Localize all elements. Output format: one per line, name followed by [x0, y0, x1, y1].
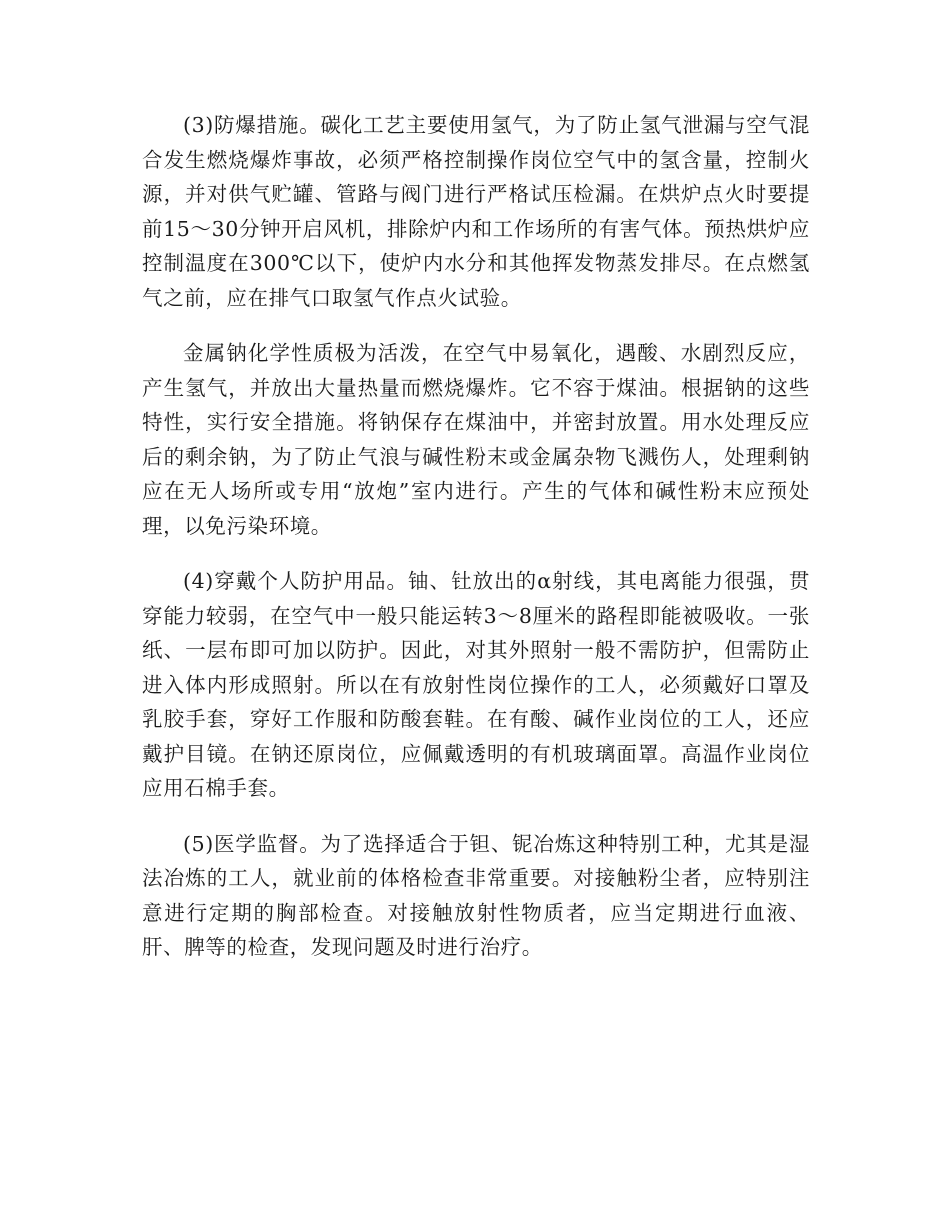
paragraph-personal-protection: (4)穿戴个人防护用品。铀、钍放出的α射线，其电离能力很强，贯穿能力较弱，在空气中一般只能运转3～8厘米的路程即能被吸收。一张纸、一层布即可加以防护。因此，对其外照射一般不需防护，但需防止进入体内形成照射。所以在有放射性岗位操作的工人，必须戴好口罩及乳胶手套，穿好工作服和防酸套鞋。在有酸、碱作业岗位的工人，还应戴护目镜。在钠还原岗位，应佩戴透明的有机玻璃面罩。高温作业岗位应用石棉手套。	[142, 569, 810, 800]
paragraph-explosion-prevention: (3)防爆措施。碳化工艺主要使用氢气，为了防止氢气泄漏与空气混合发生燃烧爆炸事故，必须严格控制操作岗位空气中的氢含量，控制火源，并对供气贮罐、管路与阀门进行严格试压检漏。在烘炉点火时要提前15～30分钟开启风机，排除炉内和工作场所的有害气体。预热烘炉应控制温度在300℃以下，使炉内水分和其他挥发物蒸发排尽。在点燃氢气之前，应在排气口取氢气作点火试验。	[142, 113, 810, 310]
paragraph-medical-supervision: (5)医学监督。为了选择适合于钽、铌冶炼这种特别工种，尤其是湿法冶炼的工人，就业前的体格检查非常重要。对接触粉尘者，应特别注意进行定期的胸部检查。对接触放射性物质者，应当定期进行血液、肝、脾等的检查，发现问题及时进行治疗。	[142, 831, 810, 959]
paragraph-sodium-safety: 金属钠化学性质极为活泼，在空气中易氧化，遇酸、水剧烈反应，产生氢气，并放出大量热量而燃烧爆炸。它不容于煤油。根据钠的这些特性，实行安全措施。将钠保存在煤油中，并密封放置。用水处理反应后的剩余钠，为了防止气浪与碱性粉末或金属杂物飞溅伤人，处理剩钠应在无人场所或专用“放炮”室内进行。产生的气体和碱性粉末应预处理，以免污染环境。	[142, 341, 810, 538]
document-body	[142, 108, 810, 986]
